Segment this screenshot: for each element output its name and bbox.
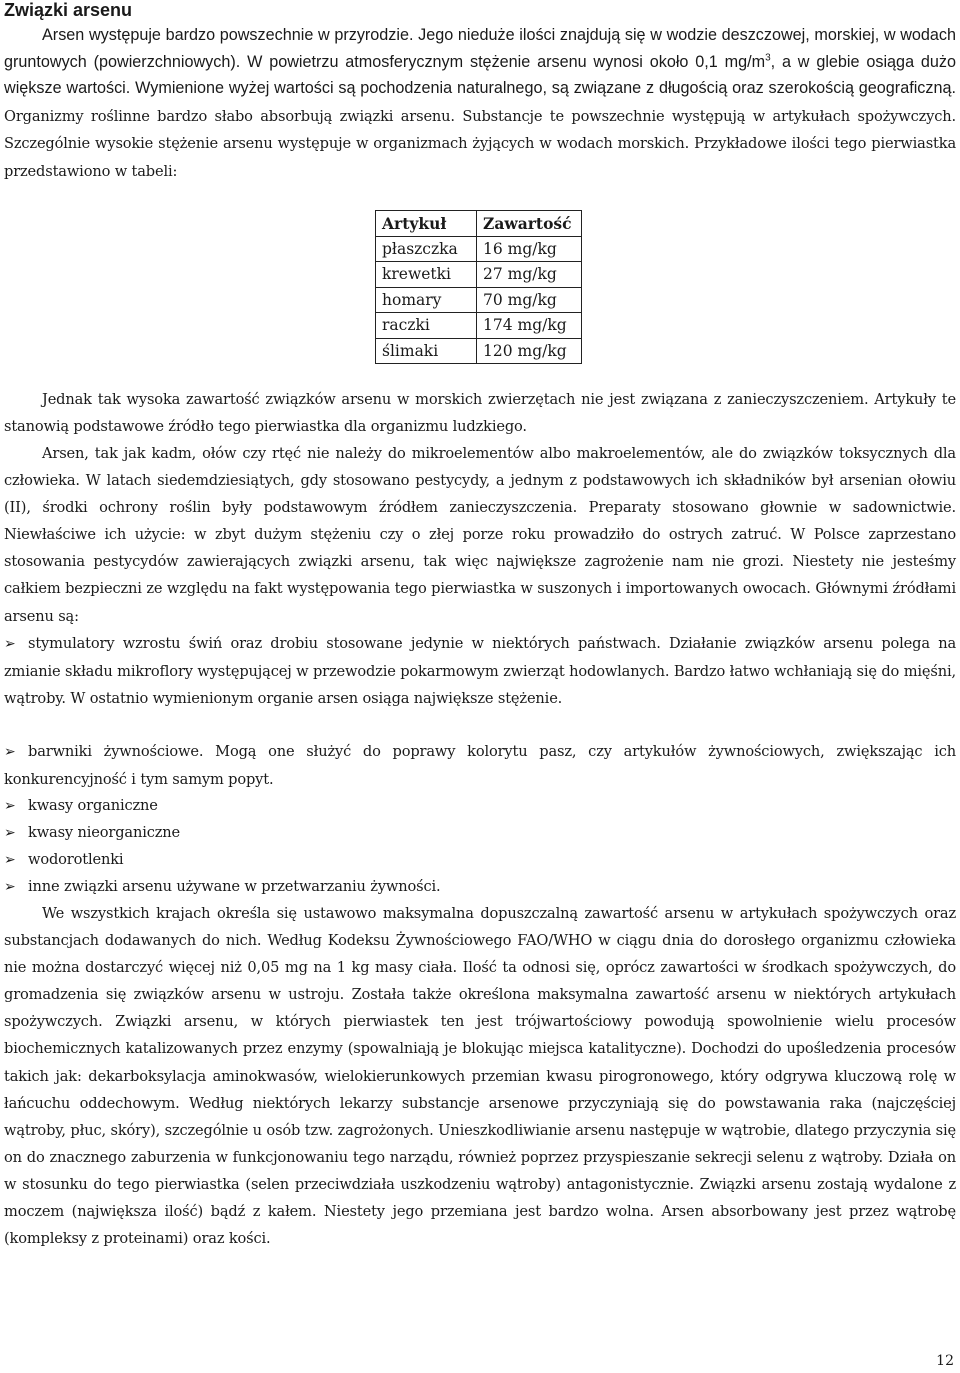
list-item-text: barwniki żywnościowe. Mogą one służyć do poprawy kolorytu pasz, czy artykułów żywnościowych, zwiększając ich konkurencyjność i tym samym popyt.	[4, 743, 956, 789]
intro-superscript: 3	[765, 52, 771, 64]
intro-text-1: Arsen występuje bardzo powszechnie w przyrodzie. Jego nieduże ilości znajdują się w wodzie deszczowej, morskiej, w wodach gruntowych (powierzchniowych). W powietrzu atmosferycznym stężenie arsenu wynosi około 0,1 mg/m	[4, 26, 956, 71]
list-item-text: stymulatory wzrostu świń oraz drobiu stosowane jedynie w niektórych państwach. Działanie związków arsenu polega na zmianie składu mikroflory występującej w przewodzie pokarmowym zwierząt hodowlanych. Bardzo łatwo wchłaniają się do mięśni, wątroby. W ostatnio wymienionym organie arsen osiąga największe stężenie.	[4, 635, 956, 708]
arrow-bullet-icon: ➢	[4, 798, 16, 814]
paragraph-2: Jednak tak wysoka zawartość związków arsenu w morskich zwierzętach nie jest związana z zanieczyszczeniem. Artykuły te stanowią podstawowe źródło tego pierwiastka dla organizmu ludzkiego.	[4, 391, 956, 436]
table-cell: raczki	[376, 313, 477, 339]
list-item-text: kwasy organiczne	[28, 797, 158, 814]
arrow-bullet-icon: ➢	[4, 636, 16, 652]
table-cell: ślimaki	[376, 338, 477, 364]
table-header-row	[376, 211, 582, 237]
list-item	[4, 873, 956, 901]
table-row	[376, 287, 582, 313]
list-item	[4, 630, 956, 712]
arrow-bullet-icon: ➢	[4, 825, 16, 841]
intro-paragraph	[4, 22, 956, 186]
arrow-bullet-icon: ➢	[4, 852, 16, 868]
table-cell: 120 mg/kg	[477, 338, 582, 364]
intro-text-2: , a w glebie osiąga dużo większe wartości. Wymienione wyżej wartości są pochodzenia naturalnego, są związane z długością oraz szerokością geograficzną.	[4, 52, 957, 98]
list-item	[4, 819, 956, 847]
table-row	[376, 236, 582, 262]
list-item-text: kwasy nieorganiczne	[28, 824, 181, 841]
table-cell: 70 mg/kg	[477, 287, 582, 313]
table-header-cell: Artykuł	[376, 211, 477, 237]
table-header-cell: Zawartość	[477, 211, 582, 237]
table-cell: 27 mg/kg	[477, 262, 582, 288]
table-cell: krewetki	[376, 262, 477, 288]
list-item-text: inne związki arsenu używane w przetwarzaniu żywności.	[28, 878, 441, 895]
table-cell: 174 mg/kg	[477, 313, 582, 339]
table-row	[376, 262, 582, 288]
paragraph-3: Arsen, tak jak kadm, ołów czy rtęć nie należy do mikroelementów albo makroelementów, ale do związków toksycznych dla człowieka. W latach siedemdziesiątych, gdy stosowano pestycydy, a jednym z podstawowych ich składników był arsenian ołowiu (II), środki ochrony roślin były podstawowym źródłem zanieczyszczenia. Preparaty stosowano głownie w sadownictwie. Niewłaściwe ich użycie: w zbyt dużym stężeniu czy o złej porze roku prowadziło do ostrych zatruć. W Polsce zaprzestano stosowania pestycydów zawierających związki arsenu, tak więc największe zagrożenie nam nie grozi. Niestety nie jesteśmy całkiem bezpieczni ze względu na fakt występowania tego pierwiastka w suszonych i importowanych owocach. Głównymi źródłami arsenu są:	[4, 445, 956, 625]
intro-text-3: Organizmy roślinne bardzo słabo absorbują związki arsenu. Substancje te powszechnie występują w artykułach spożywczych. Szczególnie wysokie stężenie arsenu występuje w organizmach żyjących w wodach morskich. Przykładowe ilości tego pierwiastka przedstawiono w tabeli:	[4, 107, 956, 180]
table-cell: homary	[376, 287, 477, 313]
table-row	[376, 338, 582, 364]
list-item	[4, 846, 956, 874]
table-cell: 16 mg/kg	[477, 236, 582, 262]
table-row	[376, 313, 582, 339]
paragraph-4: We wszystkich krajach określa się ustawowo maksymalna dopuszczalną zawartość arsenu w artykułach spożywczych oraz substancjach dodawanych do nich. Według Kodeksu Żywnościowego FAO/WHO w ciągu dnia do dorosłego organizmu człowieka nie można dostarczyć więcej niż 0,05 mg na 1 kg masy ciała. Ilość ta odnosi się, oprócz zawartości w środkach spożywczych, do gromadzenia się związków arsenu w ustroju. Została także określona maksymalna zawartość arsenu w niektórych artykułach spożywczych. Związki arsenu, w których pierwiastek ten jest trójwartościowy powodują spowolnienie wielu procesów biochemicznych katalizowanych przez enzymy (spowalniają je blokując miejsca katalityczne). Dochodzi do upośledzenia procesów takich jak: dekarboksylacja aminokwasów, wielokierunkowych przemian kwasu pirogronowego, który odgrywa kluczową rolę w łańcuchu oddechowym. Według niektórych lekarzy substancje arsenowe przyczyniają się do powstawania raka (najczęściej wątroby, płuc, skóry), szczególnie u osób tzw. zagrożonych. Unieszkodliwianie arsenu następuje w wątrobie, dlatego przyczynia się on do znacznego zaburzenia w funkcjonowaniu tego narządu, również poprzez przyspieszanie sekrecji selenu z wątroby. Działa on w stosunku do tego pierwiastka (selen przeciwdziała uszkodzeniu wątroby) antagonistycznie. Związki arsenu zostają wydalone z moczem (największa ilość) bądź z kałem. Niestety jego przemiana jest bardzo wolna. Arsen absorbowany jest przez wątrobę (kompleksy z proteinami) oraz kości.	[4, 905, 956, 1248]
list-item-text: wodorotlenki	[28, 851, 124, 868]
list-item	[4, 738, 956, 793]
page-number: 12	[936, 1353, 954, 1369]
arrow-bullet-icon: ➢	[4, 879, 16, 895]
arrow-bullet-icon: ➢	[4, 744, 16, 760]
section-heading: Związki arsenu	[4, 0, 133, 20]
list-item	[4, 792, 956, 820]
table-cell: płaszczka	[376, 236, 477, 262]
arsenic-content-table	[375, 210, 582, 364]
